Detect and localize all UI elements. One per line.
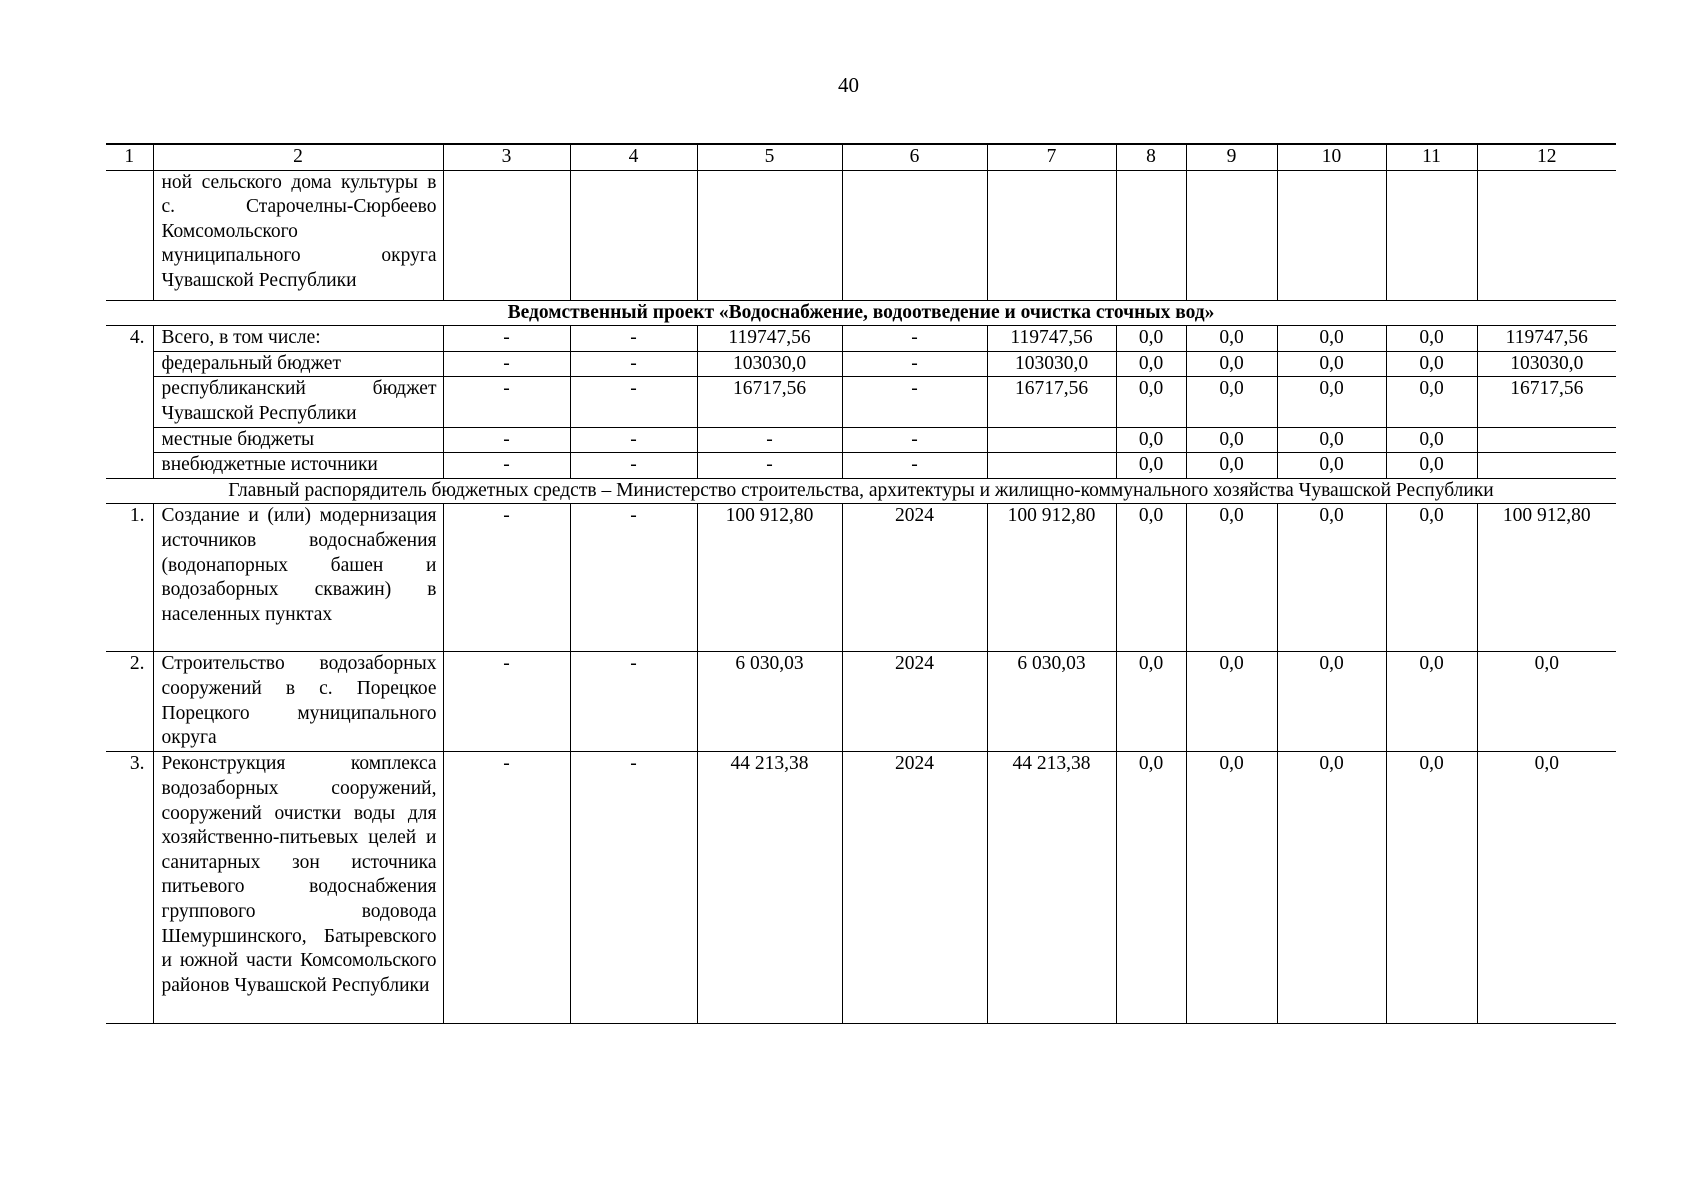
cell: 0,0 [1186,326,1277,352]
cell: - [570,351,697,377]
cell: 0,0 [1386,326,1477,352]
cell: 16717,56 [1477,377,1616,427]
col-num: 12 [1477,144,1616,170]
cell: 0,0 [1186,504,1277,652]
cell: 0,0 [1386,377,1477,427]
cell: - [443,427,570,453]
cell: - [697,427,842,453]
item-label: ной сельского дома культуры в с. Старочелны-Сюрбеево Комсомольского муниципального округа Чувашской Республики [153,170,443,300]
cell [1477,453,1616,479]
cell: - [443,326,570,352]
summary-row [106,427,1616,453]
row-label: внебюджетные источники [153,453,443,479]
column-numbers-row [106,144,1616,170]
cell: 0,0 [1116,427,1186,453]
cell: 0,0 [1186,453,1277,479]
cell: - [842,427,987,453]
row-number: 1. [106,504,153,652]
cell: 16717,56 [697,377,842,427]
cell: 0,0 [1116,453,1186,479]
cell: - [570,427,697,453]
cell: - [570,377,697,427]
row-label: местные бюджеты [153,427,443,453]
cell: 0,0 [1116,752,1186,1024]
cell: 100 912,80 [697,504,842,652]
budget-table [106,143,1616,1024]
summary-row [106,377,1616,427]
cell: 44 213,38 [697,752,842,1024]
row-label: республиканский бюджет Чувашской Республики [153,377,443,427]
col-num: 10 [1277,144,1386,170]
cell: 0,0 [1386,453,1477,479]
cell: - [443,377,570,427]
cell [987,453,1116,479]
cell: - [570,504,697,652]
band-row [106,478,1616,504]
cell: 103030,0 [697,351,842,377]
cell: - [443,504,570,652]
cell: 0,0 [1116,351,1186,377]
cell: 2024 [842,504,987,652]
cell: 2024 [842,752,987,1024]
col-num: 5 [697,144,842,170]
cell: 6 030,03 [697,652,842,752]
cell: 119747,56 [697,326,842,352]
cell: 0,0 [1116,652,1186,752]
cell: 0,0 [1386,351,1477,377]
cell: 0,0 [1277,351,1386,377]
section-title-row [106,300,1616,326]
col-num: 1 [106,144,153,170]
summary-row [106,453,1616,479]
col-num: 3 [443,144,570,170]
cell: 0,0 [1477,752,1616,1024]
chief-administrator: Главный распорядитель бюджетных средств – Министерство строительства, архитектуры и жилищно-коммунального хозяйства Чувашской Республики [106,478,1616,504]
cell: 0,0 [1277,652,1386,752]
row-label: Всего, в том числе: [153,326,443,352]
cell: 0,0 [1116,377,1186,427]
continuation-row [106,170,1616,300]
cell: 119747,56 [987,326,1116,352]
summary-row [106,326,1616,352]
cell: - [443,752,570,1024]
cell: 0,0 [1186,752,1277,1024]
cell: - [570,453,697,479]
col-num: 2 [153,144,443,170]
cell: - [570,652,697,752]
cell: - [842,326,987,352]
cell: 0,0 [1277,427,1386,453]
cell: 0,0 [1116,326,1186,352]
cell: - [570,752,697,1024]
cell: - [443,453,570,479]
cell: 0,0 [1186,427,1277,453]
cell: - [842,453,987,479]
cell: 0,0 [1277,326,1386,352]
col-num: 7 [987,144,1116,170]
col-num: 8 [1116,144,1186,170]
cell: 100 912,80 [1477,504,1616,652]
cell: 6 030,03 [987,652,1116,752]
cell [987,427,1116,453]
cell: 2024 [842,652,987,752]
cell: 0,0 [1277,377,1386,427]
cell: - [842,377,987,427]
cell: 119747,56 [1477,326,1616,352]
cell: - [570,326,697,352]
cell: 0,0 [1386,752,1477,1024]
cell: 103030,0 [1477,351,1616,377]
col-num: 4 [570,144,697,170]
cell: 0,0 [1116,504,1186,652]
cell: 0,0 [1386,504,1477,652]
cell: 100 912,80 [987,504,1116,652]
table-row [106,652,1616,752]
cell [1477,427,1616,453]
cell: 0,0 [1186,377,1277,427]
table-row [106,504,1616,652]
page-number: 40 [838,73,859,97]
row-label: федеральный бюджет [153,351,443,377]
cell: 0,0 [1277,504,1386,652]
cell: 0,0 [1386,427,1477,453]
row-number: 3. [106,752,153,1024]
cell: 0,0 [1386,652,1477,752]
cell: 0,0 [1186,652,1277,752]
item-label: Реконструкция комплекса водозаборных сооружений, сооружений очистки воды для хозяйственно-питьевых целей и санитарных зон источника питьевого водоснабжения группового водовода Шемуршинского, Батыревского и южной части Комсомольского районов Чувашской Республики [153,752,443,1024]
table-row [106,752,1616,1024]
cell: 0,0 [1477,652,1616,752]
cell: 0,0 [1277,752,1386,1024]
section-title: Ведомственный проект «Водоснабжение, водоотведение и очистка сточных вод» [106,300,1616,326]
item-label: Строительство водозаборных сооружений в с. Порецкое Порецкого муниципального округа [153,652,443,752]
col-num: 9 [1186,144,1277,170]
summary-row [106,351,1616,377]
cell: 44 213,38 [987,752,1116,1024]
cell: - [443,351,570,377]
col-num: 6 [842,144,987,170]
item-label: Создание и (или) модернизация источников водоснабжения (водонапорных башен и водозаборных скважин) в населенных пунктах [153,504,443,652]
cell: 103030,0 [987,351,1116,377]
cell: - [443,652,570,752]
cell: 16717,56 [987,377,1116,427]
row-number: 2. [106,652,153,752]
cell: - [697,453,842,479]
cell: 0,0 [1186,351,1277,377]
cell: 0,0 [1277,453,1386,479]
row-number: 4. [106,326,153,479]
col-num: 11 [1386,144,1477,170]
cell: - [842,351,987,377]
